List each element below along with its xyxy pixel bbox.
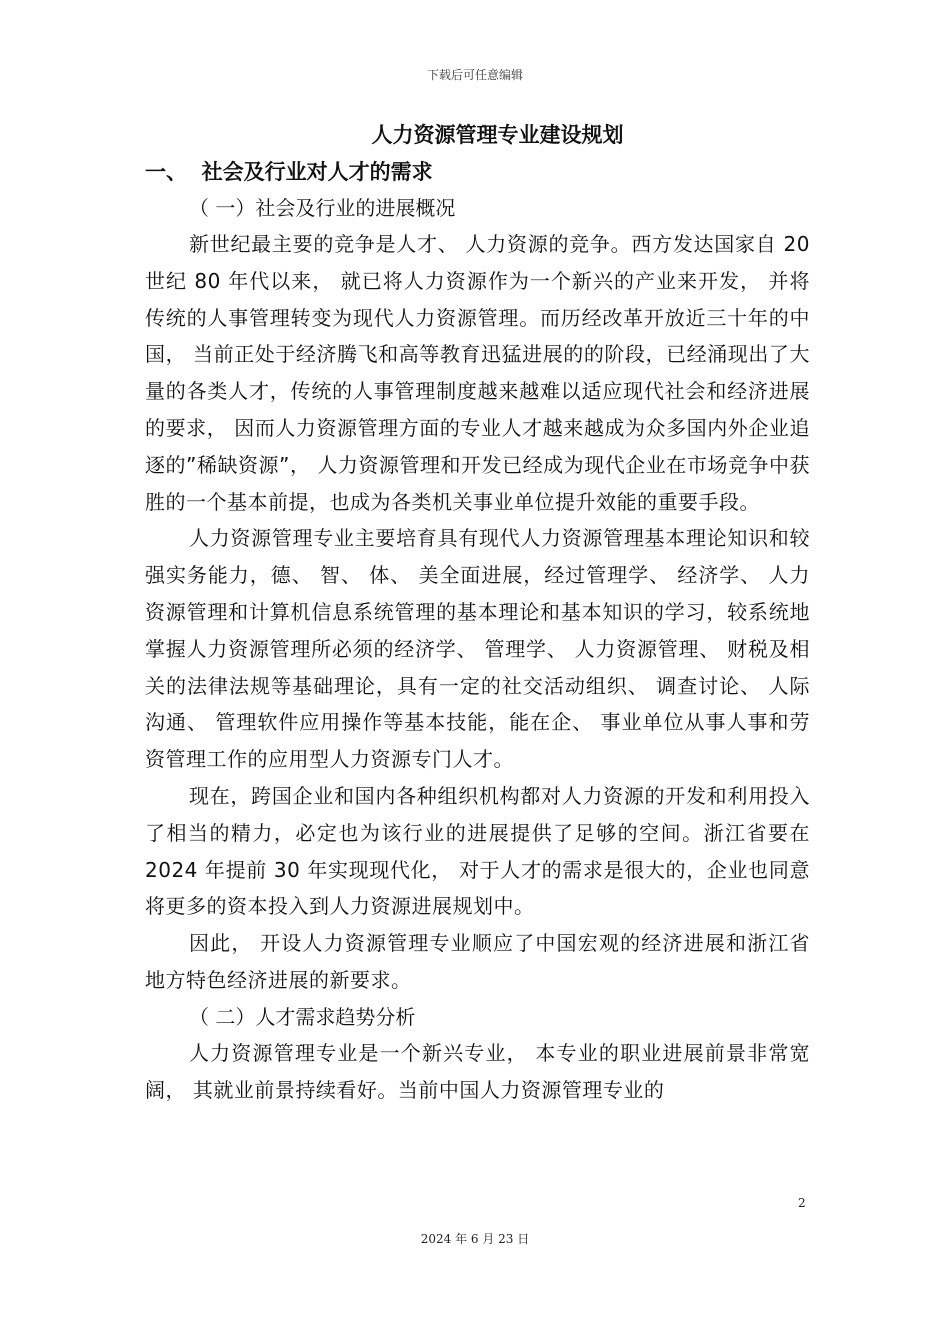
paragraph: 人力资源管理专业主要培育具有现代人力资源管理基本理论知识和较强实务能力，德、 智、 体、 美全面进展，经过管理学、 经济学、 人力资源管理和计算机信息系统管理的基本理论和基本知识的学习，较系统地掌握人力资源管理所必须的经济学、 管理学、 人力资源管理、 财税及相关的法律法规等基础理论，具有一定的社交活动组织、 调查讨论、 人际沟通、 管理软件应用操作等基本技能，能在企、 事业单位从事人事和劳资管理工作的应用型人力资源专门人才。	[145, 526, 810, 772]
subsection-heading-1: （ 一）社会及行业的进展概况	[189, 196, 456, 220]
document-title: 人力资源管理专业建设规划	[371, 123, 624, 147]
page-number: 2	[798, 1196, 806, 1210]
footer-date: 2024 年 6 月 23 日	[420, 1232, 530, 1246]
paragraph: 人力资源管理专业是一个新兴专业， 本专业的职业进展前景非常宽阔， 其就业前景持续看好。当前中国人力资源管理专业的	[145, 1040, 810, 1102]
paragraph: 因此， 开设人力资源管理专业顺应了中国宏观的经济进展和浙江省地方特色经济进展的新要求。	[145, 931, 810, 992]
header-note: 下载后可任意编辑	[426, 68, 523, 82]
subsection-heading-2: （ 二）人才需求趋势分析	[189, 1004, 416, 1029]
document-body	[145, 116, 810, 1108]
section-heading-1: 一、 社会及行业对人才的需求	[145, 160, 433, 184]
paragraph: 新世纪最主要的竞争是人才、 人力资源的竞争。西方发达国家自 20 世纪 80 年代以来， 就已将人力资源作为一个新兴的产业来开发， 并将传统的人事管理转变为现代人力资源管理。而历经改革开放近三十年的中国， 当前正处于经济腾飞和高等教育迅猛进展的的阶段，已经涌现出了大量的各类人才，传统的人事管理制度越来越难以适应现代社会和经济进展的要求， 因而人力资源管理方面的专业人才越来越成为众多国内外企业追逐的”稀缺资源”， 人力资源管理和开发已经成为现代企业在市场竞争中获胜的一个基本前提，也成为各类机关事业单位提升效能的重要手段。	[145, 232, 810, 514]
paragraph: 现在，跨国企业和国内各种组织机构都对人力资源的开发和利用投入了相当的精力，必定也为该行业的进展提供了足够的空间。浙江省要在 2024 年提前 30 年实现现代化， 对于人才的需求是很大的，企业也同意将更多的资本投入到人力资源进展规划中。	[145, 783, 810, 919]
